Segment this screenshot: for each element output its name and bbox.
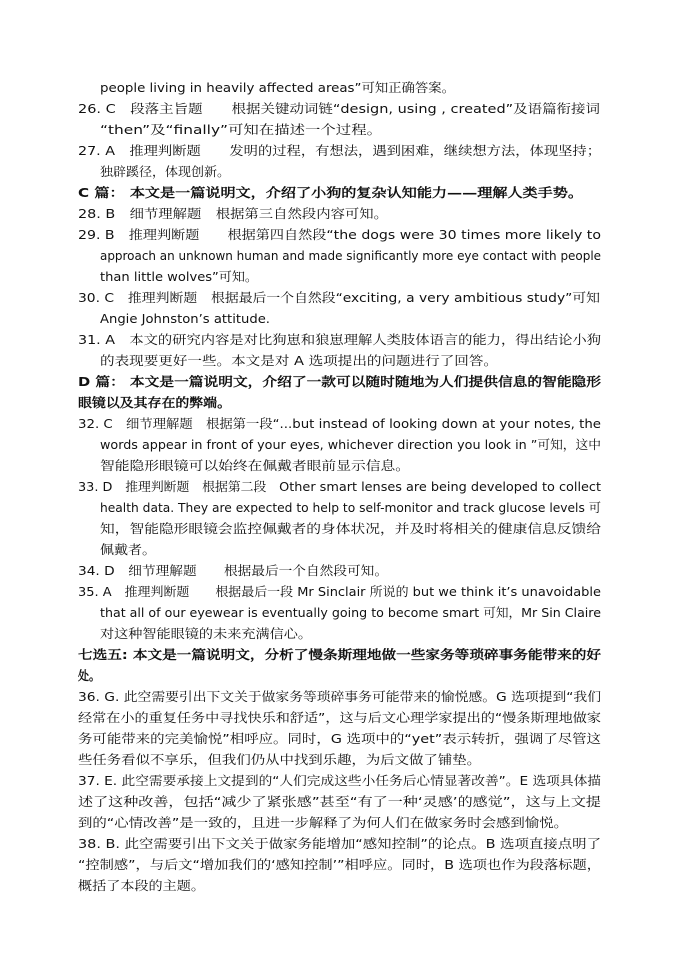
text-line [78,791,601,812]
text-line [100,518,601,539]
line-text: 29. B 推理判断题 根据第四自然段“the dogs were 30 times more likely to [78,227,601,242]
line-text: 35. A 推理判断题 根据最后一段 Mr Sinclair 所说的 but we think it’s unavoidable [78,584,601,599]
line-text: words appear in front of your eyes, whichever direction you look in ”可知，这中 [100,437,601,452]
line-text: that all of our eyewear is eventually going to become smart 可知，Mr Sin Claire [100,605,601,620]
section-heading-line [78,644,601,665]
line-text: “then”及“finally”可知在描述一个过程。 [100,122,382,137]
text-line [78,749,481,770]
text-line [100,119,382,140]
text-line [100,350,498,371]
line-text: 智能隐形眼镜可以始终在佩戴者眼前显示信息。 [100,458,410,473]
text-line [78,476,601,497]
line-text: 到的“心情改善”是一致的，且进一步解释了为何人们在做家务时会感到愉悦。 [78,815,568,830]
line-text: 31. A 本文的研究内容是对比狗崽和狼崽理解人类肢体语言的能力，得出结论小狗 [78,332,601,347]
text-line [100,266,258,287]
line-text: 独辟蹊径，体现创新。 [100,164,230,179]
text-line [78,812,568,833]
line-text: 30. C 推理判断题 根据最后一个自然段“exciting, a very ambitious study”可知 [78,290,600,305]
text-line [78,224,601,245]
text-line [100,308,270,329]
line-text: 36. G. 此空需要引出下文关于做家务等琐碎事务可能带来的愉悦感。G 选项提到“我们 [78,689,601,704]
text-line [100,77,455,98]
line-text: 概括了本段的主题。 [78,878,205,893]
text-line [100,434,601,455]
line-text: people living in heavily affected areas”可知正确答案。 [100,80,455,95]
line-text: 务可能带来的完美愉悦”相呼应。同时，G 选项中的“yet”表示转折，强调了尽管这 [78,731,601,746]
line-text: than little wolves”可知。 [100,269,258,284]
text-line [100,623,312,644]
text-line [78,560,388,581]
line-text: 34. D 细节理解题 根据最后一个自然段可知。 [78,563,388,578]
text-line [100,539,156,560]
text-line [78,203,388,224]
line-text: health data. They are expected to help to self-monitor and track glucose levels 可 [100,500,601,515]
text-line [78,833,601,854]
line-text: D 篇： 本文是一篇说明文，介绍了一款可以随时随地为人们提供信息的智能隐形 [78,374,601,389]
text-line [78,728,601,749]
text-line [78,140,601,161]
text-line [78,770,601,791]
line-text: C 篇： 本文是一篇说明文，介绍了小狗的复杂认知能力——理解人类手势。 [78,185,583,200]
text-line [78,581,601,602]
section-heading-line [78,182,583,203]
line-text: 佩戴者。 [100,542,156,557]
text-line [78,875,205,896]
text-line [78,854,601,875]
text-line [100,245,619,266]
text-line [78,413,601,434]
line-text: 的表现要更好一些。本文是对 A 选项提出的问题进行了回答。 [100,353,498,368]
line-text: Angie Johnston’s attitude. [100,311,270,326]
line-text: 26. C 段落主旨题 根据关键动词链“design, using , created”及语篇衔接词 [78,101,600,116]
section-heading-line [78,371,601,392]
text-line [78,287,600,308]
text-line [100,497,607,518]
line-text: 处。 [78,668,100,683]
text-line [78,98,600,119]
line-text: 眼镜以及其存在的弊端。 [78,395,231,410]
section-heading-line [78,665,103,686]
line-text: “控制感”，与后文“增加我们的‘感知控制’”相呼应。同时，B 选项也作为段落标题， [78,857,601,872]
text-line [78,707,601,728]
line-text: 对这种智能眼镜的未来充满信心。 [100,626,312,641]
line-text: 32. C 细节理解题 根据第一段“...but instead of looking down at your notes, the [78,416,601,431]
line-text: 37. E. 此空需要承接上文提到的“人们完成这些小任务后心情显著改善”。E 选项具体描 [78,773,601,788]
line-text: 些任务看似不享乐，但我们仍从中找到乐趣，为后文做了铺垫。 [78,752,481,767]
line-text: 知，智能隐形眼镜会监控佩戴者的身体状况，并及时将相关的健康信息反馈给 [100,521,601,536]
text-line [78,329,601,350]
line-text: 33. D 推理判断题 根据第二段 Other smart lenses are being developed to collect [78,479,601,494]
section-heading-line [78,392,231,413]
text-line [100,602,601,623]
line-text: 27. A 推理判断题 发明的过程，有想法，遇到困难，继续想方法，体现坚持； [78,143,601,158]
text-line [100,455,410,476]
line-text: 经常在小的重复任务中寻找快乐和舒适”，这与后文心理学家提出的“慢条斯理地做家 [78,710,601,725]
line-text: 七选五: 本文是一篇说明文，分析了慢条斯理地做一些家务等琐碎事务能带来的好 [78,647,601,662]
line-text: 述了这种改善，包括“减少了紧张感”甚至“有了一种‘灵感’的感觉”，这与上文提 [78,794,601,809]
line-text: approach an unknown human and made significantly more eye contact with people [100,248,601,263]
text-line [78,686,601,707]
line-text: 28. B 细节理解题 根据第三自然段内容可知。 [78,206,388,221]
text-line [100,161,230,182]
line-text: 38. B. 此空需要引出下文关于做家务能增加“感知控制”的论点。B 选项直接点明了 [78,836,601,851]
